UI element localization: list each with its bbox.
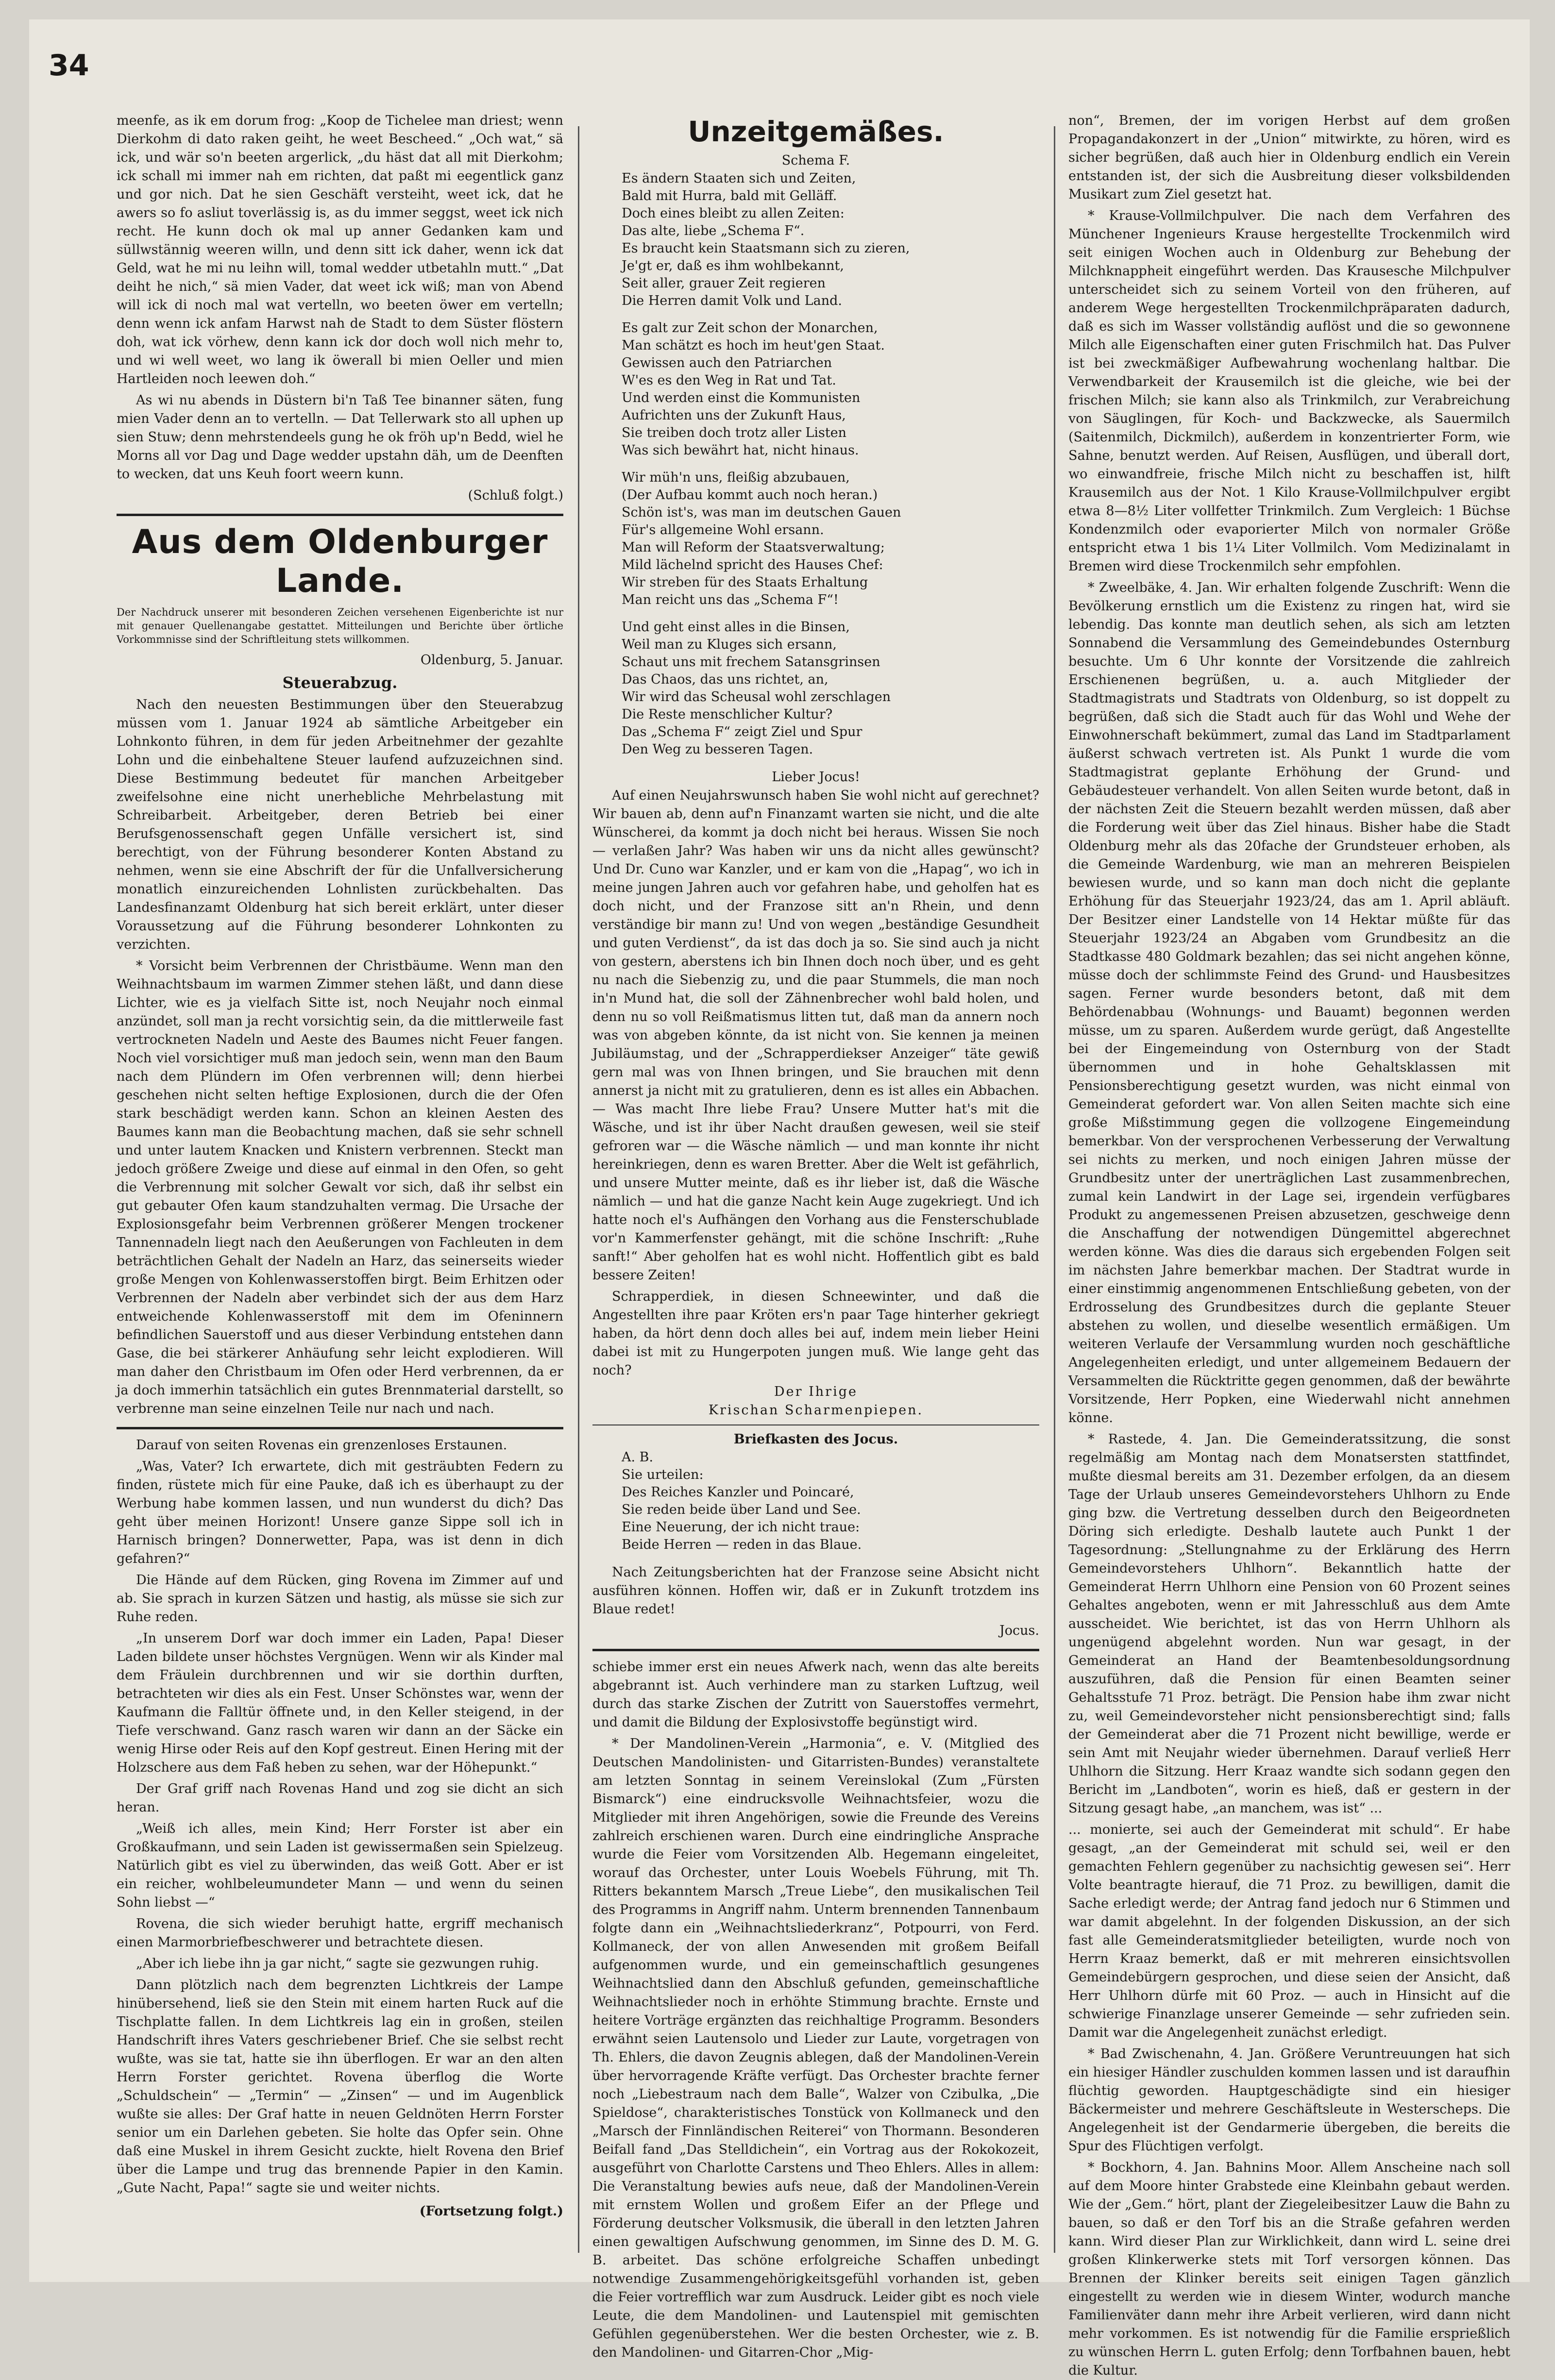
mailbox-signature: Jocus. bbox=[999, 1623, 1039, 1638]
article-paragraph: * Zweelbäke, 4. Jan. Wir erhalten folgende Zuschrift: Wenn die Bevölkerung ernstlich um die Existenz zu ringen hat, wird sie lebendig. Das konnte man deutlich sehen, als sich am letzten Sonnabend die Versammlung des Gemeindebundes Osternburg besuchte. Um 6 Uhr konnte der Vorsitzende die zahlreich Erschienenen begrüßen, u. a. auch Mitglieder der Stadtmagistrats und Stadtrats von Oldenburg, so ist doppelt zu begrüßen, daß sich die Stadt auch für das Wohl und Wehe der Einwohnerschaft bekümmert, zumal das Land im Stadtparlament äußerst schwach vertreten ist. Als Punkt 1 wurde die vom Stadtmagistrat geplante Erhöhung der Grund- und Gebäudesteuer verhandelt. Von allen Seiten wurde betont, daß in der nächsten Zeit die Steuern bezahlt werden müssen, daß aber die Forderung weit über das Ziel hinaus. Bisher habe die Stadt Oldenburg mehr als das 20fache der Grundsteuer erhoben, als die Gemeinde Wardenburg, wie man an mehreren Beispielen bewiesen wurde, und so kann man doch nicht die geplante Erhöhung für das Steuerjahr 1923/24, das am 1. April abläuft. Der Besitzer einer Landstelle von 14 Hektar müßte für das Steuerjahr 1923/24 an Abgaben vom Grundbesitz an die Stadtkasse 480 Goldmark bezahlen; das sei nicht angehen könne, müsse doch der schlimmste Feind des Grund- und Hausbesitzes sagen. Ferner wurde besonders betont, daß mit dem Behördenabbau (Wohnungs- und Bauamt) begonnen werden müsse, um zu sparen. Außerdem wurde gerügt, daß Angestellte bei der Eingemeindung von Osternburg von der Stadt übernommen und in hohe Gehaltsklassen mit Pensionsberechtigung gesetzt wurden, was nicht einmal von Gemeinderat gefordert war. Von allen Seiten machte sich eine große Mißstimmung gegen die vollzogene Eingemeindung bemerkbar. Von der versprochenen Verbesserung der Verwaltung sei nichts zu merken, und noch einigen Jahren müsse der Grundbesitz unter der unerträglichen Last zusammenbrechen, zumal kein Landwirt in der Lage sei, irgendein verfügbares Produkt zu angemessenen Preisen abzusetzen, geschweige denn die Anschaffung der notwendigen Düngemittel abgerechnet werden könne. Was dies die daraus sich ergebenden Folgen seit im nächsten Jahre bemerkbar machen. Der Stadtrat wurde in einer einstimmig angenommenen Entschließung gebeten, von der Erdrosselung des Grundbesitzes durch die geplante Steuer abstehen zu wollen, und dieselbe wesentlich ermäßigen. Um weiteren Verlaufe der Versammlung wurden noch geschäftliche Angelegenheiten erledigt, und unter allgemeinem Bedauern der Versammelten die Rücktritte gegen genommen, daß der bewährte Vorsitzende, Herr Popken, eine Wiederwahl nicht annehmen könne. bbox=[1068, 580, 1510, 1425]
letter-signature: Krischan Scharmenpiepen. bbox=[708, 1403, 924, 1418]
continuation-note: (Fortsetzung folgt.) bbox=[419, 2204, 563, 2219]
page-number: 34 bbox=[49, 49, 89, 83]
article-paragraph: * Bockhorn, 4. Jan. Bahnins Moor. Allem Anscheine nach soll auf dem Moore hinter Grabstede eine Kleinbahn gebaut werden. Wie der „Gem.“ hört, plant der Ziegeleibesitzer Lauw die Bahn zu bauen, so daß er den Torf bis an die Straße gefahren werden kann. Wird dieser Plan zur Wirklichkeit, dann wird L. seine drei großen Klinkerwerke stets mit Torf versorgen können. Das Brennen der Klinker bereits seit einigen Tagen gänzlich eingestellt zu werden wie in diesem Winter, wodurch manche Familienväter dann mehr ihre Arbeit verlieren, wird dann nicht mehr vorkommen. Es ist notwendig für die Familie ersprießlich zu wünschen Herrn L. guten Erfolg; denn Torfbahnen bauen, hebt die Kultur. bbox=[1068, 2160, 1510, 2378]
poem-title: Schema F. bbox=[781, 153, 850, 168]
novel-paragraph: „In unserem Dorf war doch immer ein Laden, Papa! Dieser Laden bildete unser höchstes Vergnügen. Wenn wir als Kinder mal dem Fräulein durchbrennen und wir sie dorthin durften, betrachteten wir dies als ein Fest. Unser Schönstes war, wenn der Kaufmann die Falltür öffnete und, in den Keller steigend, in der Tiefe verschwand. Ganz rasch waren wir dann an der Säcke ein wenig Hirse oder Reis auf den Kopf gestreut. Einen Hering mit der Holzschere aus dem Faß heben zu sehen, war der Höhepunkt.“ bbox=[117, 1631, 563, 1775]
letter-heading: Lieber Jocus! bbox=[772, 770, 860, 785]
column-title: Unzeitgemäßes. bbox=[688, 115, 944, 148]
article-paragraph: * Rastede, 4. Jan. Die Gemeinderatssitzung, die sonst regelmäßig am Montag nach dem Monatsersten stattfindet, mußte diesmal bereits am 31. Dezember erfolgen, da an diesem Tage der Urlaub unseres Gemeindevorstehers Uhlhorn zu Ende ging bzw. die Vertretung desselben durch den Beigeordneten Döring sich erledigte. Deshalb lautete auch Punkt 1 der Tagesordnung: „Stellungnahme zu der Erklärung des Herrn Gemeindevorstehers Uhlhorn“. Bekanntlich hatte der Gemeinderat Herrn Uhlhorn eine Pension von 60 Prozent seines Gehaltes angeboten, wenn er mit Jahresschluß aus dem Amte ausscheidet. Wie berichtet, ist das von Herrn Uhlhorn als ungenügend abgelehnt worden. Nun war gesagt, in der Gemeinderat an Hand der Beamtenbesoldungsordnung auszuführen, daß die Pension für einen Beamten seiner Gehaltsstufe 71 Proz. beträgt. Die Pension habe ihm zwar nicht zu, weil Gemeindevorsteher nicht pensionsberechtigt sind; falls der Gemeinderat aber die 71 Prozent nicht bewillige, werde er sein Amt mit Neujahr wieder übernehmen. Darauf verließ Herr Uhlhorn die Sitzung. Herr Kraaz wandte sich sodann gegen den Bericht im „Landboten“, worin es hieß, daß er gestern in der Sitzung gesagt habe, „an manchem, was ist“ ... bbox=[1068, 1432, 1510, 1816]
section-note: Der Nachdruck unserer mit besonderen Zeichen versehenen Eigenberichte ist nur mit genauer Quellenangabe gestattet. Mitteilungen und Berichte über örtliche Vorkommnisse sind der Schriftleitung stets willkommen. bbox=[117, 606, 563, 645]
mailbox-heading: Briefkasten des Jocus. bbox=[733, 1432, 898, 1447]
article-paragraph: Nach den neuesten Bestimmungen über den Steuerabzug müssen vom 1. Januar 1924 ab sämtliche Arbeitgeber ein Lohnkonto führen, in dem für jeden Arbeitnehmer der gezahlte Lohn und die einbehaltene Steuer laufend aufzuzeichnen sind. Diese Bestimmung bedeutet für manchen Arbeitgeber zweifelsohne eine nicht unerhebliche Mehrbelastung mit Schreibarbeit. Arbeitgeber, deren Betrieb bei einer Berufsgenossenschaft gegen Unfälle versichert ist, sind berechtigt, von der Führung besonderer Konten Abstand zu nehmen, wenn sie eine Abschrift der für die Unfallversicherung monatlich einzureichenden Lohnlisten zurückbehalten. Das Landesfinanzamt Oldenburg hat sich bereit erklärt, unter dieser Voraussetzung auf die Führung besonderer Lohnkonten zu verzichten. bbox=[117, 697, 563, 952]
letter-paragraph: Auf einen Neujahrswunsch haben Sie wohl nicht auf gerechnet? Wir bauen ab, denn auf'n Finanzamt warten sie nicht, und die alte Wünscherei, da kommt ja doch nicht bei heraus. Wissen Sie noch — verlaßen Jahr? Was haben wir uns da nicht alles gewünscht? Und Dr. Cuno war Kanzler, und er kam von die „Hapag“, wo ich in meine jungen Jahren auch vor gefahren habe, und geholfen hat es doch nicht, und der Franzose sitt an'n Rhein, und denn verständige bir mann zu! Und von wegen „beständige Gesundheit und guten Verdienst“, da ist das doch ja so. Sie sind auch ja nicht von gestern, aberstens ich bin Ihnen doch noch über, und es geht nu nach die Siebenzig zu, und die paar Stummels, die man noch in'n Mund hat, die soll der Zähnenbrecher wohl bald holen, und denn nu so voll Reißmatismus litten tut, daß man da annern noch was von abgeben könnte, da ist nicht von. Sie kennen ja meinen Jubiläumstag, und der „Schrapperdiekser Anzeiger“ täte gewiß gern mal was von Ihnen bringen, und Sie brauchen mit denn annerst ja nicht mit zu gratulieren, denn es ist alles ein Abbachen. — Was macht Ihre liebe Frau? Unsere Mutter hat's mit die Wäsche, und ist ihr über Nacht draußen gewesen, weil sie steif gefroren war — die Wäsche nämlich — und man konnte ihr nicht hereinkriegen, denn es waren Bretter. Aber die Welt ist gefährlich, und unsere Mutter meinte, daß es ihr lieber ist, daß die Wäsche nämlich — und hat die ganze Nacht kein Auge zugekriegt. Und ich hatte noch el's Aufhängen den Vorhang aus die Fensterschublade vor'n Kammerfenster gehängt, mit die schöne Inschrift: „Ruhe sanft!“ Aber geholfen hat es wohl nicht. Hoffentlich gibt es bald bessere Zeiten! bbox=[592, 788, 1039, 1283]
poem-stanza: Es ändern Staaten sich und Zeiten, Bald mit Hurra, bald mit Gelläff. Doch eines bleibt zu allen Zeiten: Das alte, liebe „Schema F“. Es braucht kein Staatsmann sich zu zieren, Je'gt er, daß es ihm wohlbekannt, Seit aller, grauer Zeit regieren Die Herren damit Volk und Land. bbox=[622, 171, 910, 308]
section-divider bbox=[592, 1649, 1039, 1651]
novel-paragraph: Die Hände auf dem Rücken, ging Rovena im Zimmer auf und ab. Sie sprach in kurzen Sätzen und hastig, als müsse sie sich zur Ruhe reden. bbox=[117, 1573, 563, 1625]
story-top-text-2: As wi nu abends in Düstern bi'n Taß Tee binanner säten, fung mien Vader denn an to vertelln. — Dat Tellerwark sto all uphen up sien Stuw; denn mehrstendeels gung he ok fröh up'n Bedd, wiel he Morns all vor Dag und Dage wedder upstahn däh, um de Deenften to wecken, dat uns Keuh foort weern kunn. bbox=[117, 393, 563, 482]
column-divider bbox=[1054, 126, 1055, 2253]
novel-paragraph: Rovena, die sich wieder beruhigt hatte, ergriff mechanisch einen Marmorbriefbeschwerer und betrachtete diesen. bbox=[117, 1916, 563, 1950]
article-subhead: Steuerabzug. bbox=[282, 673, 398, 692]
letter-signoff: Der Ihrige bbox=[774, 1384, 858, 1399]
newspaper-page bbox=[29, 19, 1530, 2378]
novel-paragraph: „Was, Vater? Ich erwartete, dich mit gesträubten Federn zu finden, rüstete mich für eine Pauke, daß ich es überhaupt zu der Werbung habe kommen lassen, und nun wunderst du dich? Das geht über meinen Horizont! Unsere ganze Sippe soll ich in Harnisch bringen? Donnerwetter, Papa, was ist denn in dich gefahren?“ bbox=[117, 1459, 563, 1566]
poem-stanza: Und geht einst alles in die Binsen, Weil man zu Kluges sich ersann, Schaut uns mit frechem Satansgrinsen Das Chaos, das uns richtet, an, Wir wird das Scheusal wohl zerschlagen Die Reste menschlicher Kultur? Das „Schema F“ zeigt Ziel und Spur Den Weg zu besseren Tagen. bbox=[622, 620, 891, 757]
mailbox-paragraph: Nach Zeitungsberichten hat der Franzose seine Absicht nicht ausführen können. Hoffen wir, daß er in Zukunft trotzdem ins Blaue redet! bbox=[592, 1565, 1039, 1617]
dateline: Oldenburg, 5. Januar. bbox=[420, 653, 563, 668]
section-title: Aus dem Oldenburger Lande. bbox=[132, 523, 548, 600]
novel-paragraph: Darauf von seiten Rovenas ein grenzenloses Erstaunen. bbox=[136, 1438, 507, 1453]
column-divider bbox=[578, 126, 579, 2253]
article-paragraph: * Bad Zwischenahn, 4. Jan. Größere Veruntreuungen hat sich ein hiesiger Händler zuschulden kommen lassen und ist daraufhin flüchtig geworden. Hauptgeschädigte sind ein hiesiger Bäckermeister und mehrere Geschäftsleute in Westerscheps. Die Angelegenheit ist der Gendarmerie übergeben, die bereits die Spur des Flüchtigen verfolgt. bbox=[1068, 2046, 1510, 2154]
poem-stanza: Es galt zur Zeit schon der Monarchen, Man schätzt es hoch im heut'gen Staat. Gewissen auch den Patriarchen W'es es den Weg in Rat und Tat. Und werden einst die Kommunisten Aufrichten uns der Zukunft Haus, Sie treiben doch trotz aller Listen Was sich bewährt hat, nicht hinaus. bbox=[622, 320, 885, 458]
article-paragraph: * Der Mandolinen-Verein „Harmonia“, e. V. (Mitglied des Deutschen Mandolinisten- und Gitarristen-Bundes) veranstaltete am letzten Sonntag in seinem Vereinslokal (Zum „Fürsten Bismarck“) eine eindrucksvolle Weihnachtsfeier, wozu die Mitglieder mit ihren Angehörigen, sowie die Freunde des Vereins zahlreich erschienen waren. Durch eine eindringliche Ansprache wurde die Feier vom Vorsitzenden Alb. Hegemann eingeleitet, worauf das Orchester, unter Louis Woebels Führung, mit Th. Ritters bekanntem Marsch „Treue Liebe“, den musikalischen Teil des Programms in Angriff nahm. Unterm brennenden Tannenbaum folgte dann ein „Weihnachtsliederkranz“, Potpourri, von Ferd. Kollmaneck, der von allen Anwesenden mit großem Beifall aufgenommen wurde, und ein gemeinschaftlich gesungenes Weihnachtslied dann den Abschluß gefunden, gemeinschaftliche Weihnachtslieder noch in erhöhte Stimmung brachte. Ernste und heitere Vorträge ergänzten das reichhaltige Programm. Besonders erwähnt seien Lautensolo und Lieder zur Laute, vorgetragen von Th. Ehlers, die davon Zeugnis ablegen, daß der Mandolinen-Verein über hervorragende Kräfte verfügt. Das Orchester brachte ferner noch „Liebestraum nach dem Balle“, Walzer von Czibulka, „Die Spieldose“, charakteristisches Tonstück von Kollmaneck und den „Marsch der Finnländischen Reiterei“ von Thormann. Besonderen Beifall fand „Das Stelldichein“, ein Vortrag aus der Rokokozeit, ausgeführt von Charlotte Carstens und Theo Ehlers. Alles in allem: Die Veranstaltung bewies aufs neue, daß der Mandolinen-Verein mit ernstem Wollen und großem Eifer an der Pflege und Förderung deutscher Volksmusik, die überall in den letzten Jahren einen gewaltigen Aufschwung genommen, im Sinne des D. M. G. B. arbeitet. Das schöne erfolgreiche Schaffen unbedingt notwendige Zusammengehörigkeitsgefühl vorhanden ist, geben die Feier vortrefflich war zum Ausdruck. Leider gibt es noch viele Leute, die dem Mandolinen- und Lautenspiel mit gemischten Gefühlen gegenüberstehen. Wer die besten Orchester, wie z. B. den Mandolinen- und Gitarren-Chor „Mig- bbox=[592, 1736, 1039, 2360]
story-top-text: meenfe, as ik em dorum frog: „Koop de Tichelee man driest; wenn Dierkohm di dato raken geiht, he weet Bescheed.“ „Och wat,“ sä ick, und wär so'n beeten argerlick, „du häst dat all mit Dierkohm; ick schall mi immer nah em richten, dat paßt mi eegentlick ganz und gor nich. Dat he sien Geschäft versteiht, weet ick, dat he awers so fo asliut toverlässig is, as du immer seggst, weet ick nich recht. He kunn doch ok mal up anner Gedanken kam und süllwstännig weeren willn, und denn sitt ick daher, wenn ick dat Geld, wat he mi nu leihn will, tomal wedder utbetahln mutt.“ „Dat deiht he nich,“ sä mien Vader, dat weet ick wiß; man von Abend will ick di noch mal wat vertelln, wo beeten öwer em vertelln; denn wenn ick anfam Harwst nah de Stadt to dem Süster flöstern doh, wat ick vörhew, denn kann ick dor doch woll nich mehr to, und wi well weet, wo lang ik öwerall bi mien Oeller und mien Hartleiden noch leewen doh.“ bbox=[117, 113, 563, 386]
article-paragraph: schiebe immer erst ein neues Afwerk nach, wenn das alte bereits abgebrannt ist. Auch verhindere man zu starken Luftzug, weil durch das starke Zischen der Zutritt von Sauerstoffes vermehrt, und damit die Bildung der Explosivstoffe begünstigt wird. bbox=[592, 1659, 1039, 1730]
novel-paragraph: „Weiß ich alles, mein Kind; Herr Forster ist aber ein Großkaufmann, und sein Laden ist gewissermaßen sein Spielzeug. Natürlich gibt es viel zu überwinden, das weiß Gott. Aber er ist ein reicher, wohlbeleumundeter Mann — und wenn du seinen Sohn liebst —“ bbox=[117, 1821, 563, 1910]
letter-paragraph: Schrapperdiek, in diesen Schneewinter, und daß die Angestellten ihre paar Kröten ers'n paar Tage hinterher gekriegt haben, da hört denn doch alles bei auf, indem mein lieber Heini dabei ist mit zu Hungerpoten jungen muß. Wie lange geht das noch? bbox=[592, 1289, 1039, 1378]
column-middle bbox=[592, 112, 1039, 2360]
novel-paragraph: Der Graf griff nach Rovenas Hand und zog sie dicht an sich heran. bbox=[117, 1781, 563, 1815]
article-paragraph: ... monierte, sei auch der Gemeinderat mit schuld“. Er habe gesagt, „an der Gemeinderat mit schuld sei, weil er den gemachten Fehlern gegenüber zu nachsichtig gewesen sei“. Herr Volte beantragte hierauf, die 71 Proz. zu bewilligen, damit die Sache erledigt werde; der Antrag fand jedoch nur 6 Stimmen und war damit abgelehnt. In der folgenden Diskussion, an der sich fast alle Gemeinderatsmitglieder beteiligten, wurde noch von Herrn Kraaz bemerkt, daß er mit mehreren einsichtsvollen Gemeindebürgern gesprochen, und diese seien der Ansicht, daß Herr Uhlhorn dürfe mit 60 Proz. — auch in Hinsicht auf die schwierige Finanzlage unserer Gemeinde — sehr zufrieden sein. Damit war die Angelegenheit zunächst erledigt. bbox=[1068, 1822, 1510, 2040]
section-divider bbox=[117, 1427, 563, 1429]
article-paragraph: * Vorsicht beim Verbrennen der Christbäume. Wenn man den Weihnachtsbaum im warmen Zimmer stehen läßt, und dann diese Lichter, wie es ja vielfach Sitte ist, noch Neujahr noch einmal anzündet, soll man ja recht vorsichtig sein, da die mittlerweile fast vertrockneten Nadeln und Aeste des Baumes nicht Feuer fangen. Noch viel vorsichtiger muß man jedoch sein, wenn man den Baum nach dem Plündern im Ofen verbrennen will; denn hierbei geschehen nicht selten heftige Explosionen, durch die der Ofen stark beschädigt werden kann. Schon an kleinen Aesten des Baumes kann man die Beobachtung machen, daß sie sehr schnell und unter lautem Knacken und Knistern verbrennen. Steckt man jedoch größere Zweige und diese auf einmal in den Ofen, so geht die Verbrennung mit solcher Gewalt vor sich, daß ihr selbst ein gut gebauter Ofen kaum standzuhalten vermag. Die Ursache der Explosionsgefahr beim Verbrennen größerer Mengen trockener Tannennadeln liegt nach den Aeußerungen von Fachleuten in dem beträchtlichen Gehalt der Nadeln an Harz, das seinerseits wieder große Mengen von Kohlenwasserstoffen birgt. Beim Erhitzen oder Verbrennen der Nadeln aber verbindet sich der aus dem Harz entweichende Kohlenwasserstoff mit dem im Ofeninnern befindlichen Sauerstoff und aus dieser Verbindung entstehen dann Gase, die bei stärkerer Anhäufung sehr leicht explodieren. Will man daher den Christbaum im Ofen oder Herd verbrennen, da er ja doch immerhin tatsächlich ein gutes Brennmaterial darstellt, so verbrenne man seine einzelnen Teile nur nach und nach. bbox=[117, 958, 563, 1416]
mailbox-reply: A. B. Sie urteilen: Des Reiches Kanzler und Poincaré, Sie reden beide über Land und See. Eine Neuerung, der ich nicht traue: Beide Herren — reden in das Blaue. bbox=[622, 1450, 862, 1552]
article-paragraph: non“, Bremen, der im vorigen Herbst auf dem großen Propagandakonzert in der „Union“ mitwirkte, zu hören, wird es sicher begrüßen, daß auch hier in Oldenburg endlich ein Verein entstanden ist, der sich die Ausbreitung dieser volksbildenden Musikart zum Ziel gesetzt hat. bbox=[1068, 113, 1510, 202]
novel-paragraph: „Aber ich liebe ihn ja gar nicht,“ sagte sie gezwungen ruhig. bbox=[136, 1956, 539, 1971]
poem-stanza: Wir müh'n uns, fleißig abzubauen, (Der Aufbau kommt auch noch heran.) Schön ist's, was man im deutschen Gauen Für's allgemeine Wohl ersann. Man will Reform der Staatsverwaltung; Mild lächelnd spricht des Hauses Chef: Wir streben für des Staats Erhaltung Man reicht uns das „Schema F“! bbox=[622, 470, 901, 607]
novel-paragraph: Dann plötzlich nach dem begrenzten Lichtkreis der Lampe hinübersehend, ließ sie den Stein mit einem harten Ruck auf die Tischplatte fallen. In dem Lichtkreis lag ein in großen, steilen Handschrift ihres Vaters geschriebener Brief. Che sie selbst recht wußte, was sie tat, hatte sie ihn überflogen. Er war an den alten Herrn Forster gerichtet. Rovena überflog die Worte „Schuldschein“ — „Termin“ — „Zinsen“ — und im Augenblick wußte sie alles: Der Graf hatte in neuen Geldnöten Herrn Forster senior um ein Darlehen gebeten. Sie holte das Opfer sein. Ohne daß eine Muskel in ihrem Gesicht zuckte, hielt Rovena den Brief über die Lampe und trug das brennende Papier in den Kamin. „Gute Nacht, Papa!“ sagte sie und weiter nichts. bbox=[117, 1978, 563, 2196]
story-continuation-note: (Schluß folgt.) bbox=[468, 488, 563, 503]
column-left bbox=[117, 112, 563, 2219]
article-paragraph: * Krause-Vollmilchpulver. Die nach dem Verfahren des Münchener Ingenieurs Krause hergestellte Trockenmilch wird seit einigen Wochen auch in Oldenburg zur Behebung der Milchknappheit eingeführt werden. Das Krausesche Milchpulver unterscheidet sich zu seinem Vorteil von den früheren, auf anderem Wege hergestellten Trockenmilchpräparaten dadurch, daß es sich im Wasser vollständig auflöst und die so gewonnene Milch alle Eigenschaften einer guten Frischmilch hat. Das Pulver ist bei zweckmäßiger Aufbewahrung wochenlang haltbar. Die Verwendbarkeit der Krausemilch ist die gleiche, wie bei der frischen Milch; sie kann also als Trinkmilch, zur Verabreichung von Säuglingen, für Koch- und Backzwecke, als Sauermilch (Saitenmilch, Dickmilch), außerdem in konzentrierter Form, wie Sahne, benutzt werden. Auf Reisen, Ausflügen, und überall dort, wo einwandfreie, frische Milch nicht zu beschaffen ist, hilft Krausemilch aus der Not. 1 Kilo Krause-Vollmilchpulver ergibt etwa 8—8½ Liter vollfetter Trinkmilch. Zum Vergleich: 1 Büchse Kondenzmilch oder evaporierter Milch von normaler Größe entspricht etwa 1 bis 1¼ Liter Vollmilch. Vom Medizinalamt in Bremen wird diese Trockenmilch sehr empfohlen. bbox=[1068, 208, 1510, 574]
column-right bbox=[1068, 112, 1510, 2378]
section-divider bbox=[117, 514, 563, 516]
